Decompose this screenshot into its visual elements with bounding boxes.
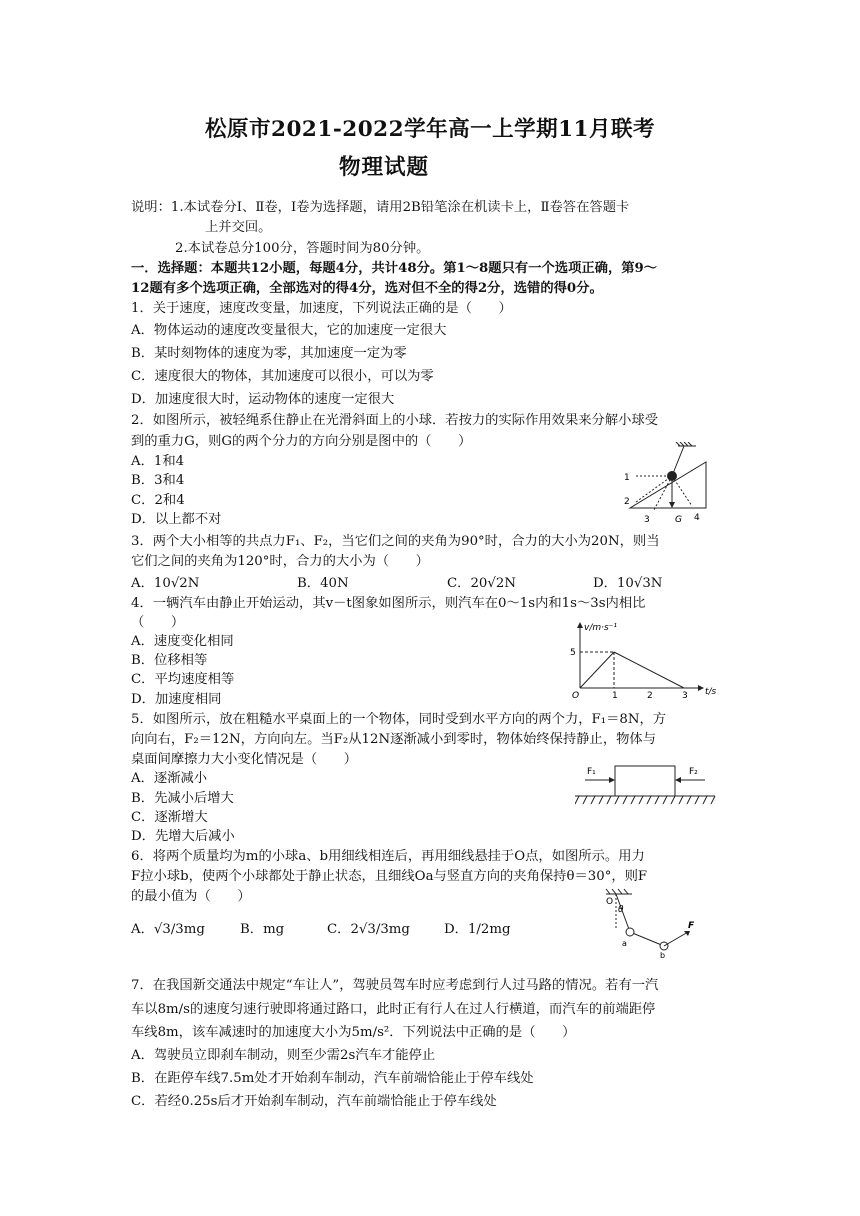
note-1-cont: 上并交回。 <box>205 220 272 235</box>
q2-stem-2: 到的重力G，则G的两个分力的方向分别是图中的（ ） <box>131 434 472 449</box>
q4-graph-xtick-2: 2 <box>647 691 653 700</box>
q5-block-figure <box>575 760 725 808</box>
q6-stem-1: 6．将两个质量均为m的小球a、b用细线相连后，再用细线悬挂于O点，如图所示。用力 <box>131 849 645 864</box>
q5-fig-label-f2: F₂ <box>689 767 698 777</box>
page-subtitle: 物理试题 <box>339 155 430 180</box>
q6-fig-label-f: F <box>688 921 695 931</box>
q2-fig-label-2: 2 <box>624 497 630 507</box>
q7-stem-2: 车以8m/s的速度匀速行驶即将通过路口，此时正有行人在过人行横道，而汽车的前端距停 <box>131 1002 656 1017</box>
q5-option-d: D．先增大后减小 <box>131 829 235 844</box>
q7-option-a: A．驾驶员立即刹车制动，则至少需2s汽车才能停止 <box>131 1048 436 1063</box>
note-2: 2.本试卷总分100分，答题时间为80分钟。 <box>175 241 430 256</box>
q2-stem-1: 2．如图所示，被轻绳系住静止在光滑斜面上的小球．若按力的实际作用效果来分解小球受 <box>131 413 659 428</box>
q6-option-b: B．mg <box>240 922 285 937</box>
q6-fig-label-b: b <box>660 951 666 960</box>
q2-option-d: D．以上都不对 <box>131 512 222 527</box>
q3-option-d: D．10√3N <box>593 576 663 591</box>
q4-option-d: D．加速度相同 <box>131 692 222 707</box>
q4-option-b: B．位移相等 <box>131 653 208 668</box>
q6-option-c: C．2√3/3mg <box>327 922 410 937</box>
q3-stem-2: 它们之间的夹角为120°时，合力的大小为（ ） <box>131 554 429 569</box>
q4-graph-ylabel: v/m·s⁻¹ <box>584 623 618 633</box>
q2-fig-label-g: G <box>675 515 682 524</box>
q3-stem-1: 3．两个大小相等的共点力F₁、F₂，当它们之间的夹角为90°时，合力的大小为20N，则当 <box>131 534 660 549</box>
q2-incline-figure <box>618 442 718 524</box>
section-header-line2: 12题有多个选项正确，全部选对的得4分，选对但不全的得2分，选错的得0分。 <box>131 281 603 296</box>
q4-stem-1: 4．一辆汽车由静止开始运动，其v－t图象如图所示，则汽车在0～1s内和1s～3s内相比 <box>131 596 646 611</box>
q6-stem-3: 的最小值为（ ） <box>131 889 251 904</box>
q5-fig-label-f1: F₁ <box>587 767 596 777</box>
q2-fig-label-1: 1 <box>624 473 630 483</box>
q4-stem-2: （ ） <box>131 615 185 630</box>
q7-stem-3: 车线8m，该车减速时的加速度大小为5m/s²．下列说法中正确的是（ ） <box>131 1025 576 1040</box>
note-1: 说明：1.本试卷分Ⅰ、Ⅱ卷，Ⅰ卷为选择题，请用2B铅笔涂在机读卡上，Ⅱ卷答在答题卡 <box>131 200 630 215</box>
q5-option-a: A．逐渐减小 <box>131 771 208 786</box>
q6-option-a: A．√3/3mg <box>131 922 205 937</box>
q6-fig-label-theta: θ <box>618 905 624 915</box>
q2-option-a: A．1和4 <box>131 454 185 469</box>
page-title: 松原市2021-2022学年高一上学期11月联考 <box>205 117 656 142</box>
q2-option-b: B．3和4 <box>131 473 185 488</box>
q1-option-d: D．加速度很大时，运动物体的速度一定很大 <box>131 392 395 407</box>
q1-option-c: C．速度很大的物体，其加速度可以很小，可以为零 <box>131 369 434 384</box>
q3-option-a: A．10√2N <box>131 576 200 591</box>
q3-option-b: B．40N <box>297 576 349 591</box>
q6-option-d: D．1/2mg <box>444 922 511 937</box>
q2-fig-label-4: 4 <box>694 513 700 523</box>
q5-stem-2: 向向右，F₂＝12N，方向向左。当F₂从12N逐渐减小到零时，物体始终保持静止，物体与 <box>131 732 657 747</box>
q5-stem-1: 5．如图所示，放在粗糙水平桌面上的一个物体，同时受到水平方向的两个力，F₁＝8N，方 <box>131 712 667 727</box>
section-header-line1: 一．选择题：本题共12小题，每题4分，共计48分。第1～8题只有一个选项正确，第9～ <box>131 261 658 276</box>
q6-stem-2: F拉小球b，使两个小球都处于静止状态，且细线Oa与竖直方向的夹角保持θ＝30°，则F <box>131 869 648 884</box>
q3-option-c: C．20√2N <box>447 576 516 591</box>
q5-option-c: C．逐渐增大 <box>131 810 208 825</box>
q6-pendulum-figure <box>592 888 704 960</box>
q4-option-a: A．速度变化相同 <box>131 634 234 649</box>
q4-graph-xtick-1: 1 <box>612 691 618 700</box>
q4-option-c: C．平均速度相等 <box>131 672 235 687</box>
q4-graph-ytick-5: 5 <box>570 648 576 658</box>
q7-stem-1: 7．在我国新交通法中规定“车让人”，驾驶员驾车时应考虑到行人过马路的情况。若有一汽 <box>131 978 659 993</box>
q4-vt-graph <box>562 618 722 700</box>
q1-option-a: A．物体运动的速度改变量很大，它的加速度一定很大 <box>131 323 447 338</box>
q6-fig-label-o: O <box>606 897 614 907</box>
q1-option-b: B．某时刻物体的速度为零，其加速度一定为零 <box>131 346 407 361</box>
q4-graph-xtick-3: 3 <box>682 691 688 700</box>
q5-stem-3: 桌面间摩擦力大小变化情况是（ ） <box>131 752 358 767</box>
q2-option-c: C．2和4 <box>131 493 185 508</box>
q6-fig-label-a: a <box>622 939 627 948</box>
q7-option-c: C．若经0.25s后才开始刹车制动，汽车前端恰能止于停车线处 <box>131 1094 497 1109</box>
q1-stem: 1．关于速度，速度改变量，加速度，下列说法正确的是（ ） <box>131 301 512 316</box>
q2-fig-label-3: 3 <box>644 515 650 524</box>
q7-option-b: B．在距停车线7.5m处才开始刹车制动，汽车前端恰能止于停车线处 <box>131 1071 534 1086</box>
q4-graph-origin: O <box>572 691 580 700</box>
q4-graph-xlabel: t/s <box>705 687 717 697</box>
q5-option-b: B．先减小后增大 <box>131 791 234 806</box>
